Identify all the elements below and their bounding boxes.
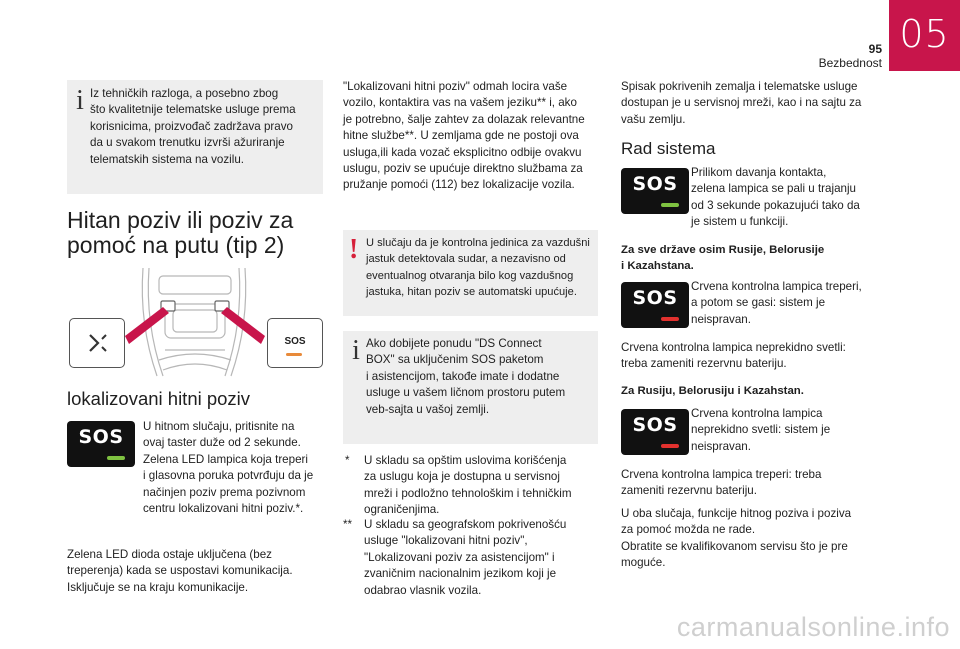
assistance-button [69,318,125,368]
red-led [661,317,679,321]
sos-button-led [286,353,302,356]
coverage-paragraph: Spisak pokrivenih zemalja i telematske usluge dostupan je u servisnoj mreži, kao i na sajtu za vašu zemlju. [621,80,862,126]
assistance-icon [70,319,124,367]
info-box-ds-connect [343,331,598,444]
sos-indicator-red [621,282,689,328]
led-paragraph: Zelena LED dioda ostaje uključena (bez treperenja) kada se uspostavi komunikacija. Isključuje se na kraju komunikacije. [67,548,293,594]
sos-indicator-red [621,409,689,455]
footnote-1: * U skladu sa opštim uslovima korišćenja za uslugu koja je dostupna u servisnoj mreži i podložno tehnološkim i tehničkim ograničenjima. [345,454,572,517]
sos-paragraph: U hitnom slučaju, pritisnite na ovaj taster duže od 2 sekunde. Zelena LED lampica koja treperi i glasovna poruka potvrđuju da je načinjen poziv prema pozivnom centru lokalizovani hitni poziv.*. [143,420,314,516]
section-heading-localized-call: lokalizovani hitni poziv [67,388,251,409]
green-led [661,203,679,207]
sos-button [267,318,323,368]
red-led [661,444,679,448]
info-box-text: Iz tehničkih razloga, a posebno zbog što kvalitetnije telematske usluge prema korisnicima, proizvođač zadržava pravo da u svakom trenutku izvrši ažuriranje telematskih sistema na vozilu. [90,87,296,166]
battery-note-1: Crvena kontrolna lampica neprekidno svetli: treba zameniti rezervnu bateriju. [621,341,846,371]
section-title: Bezbednost [818,56,882,70]
warning-text: U slučaju da je kontrolna jedinica za vazdušni jastuk detektovala sudar, a nezavisno od eventualnog otvaranja bilo kog vazdušnog jastuka, hitan poziv se automatski upućuje. [366,237,590,299]
operation-item-2: Crvena kontrolna lampica treperi, a potom se gasi: sistem je neispravan. [691,280,862,326]
info-icon: i [76,85,84,116]
sos-indicator-green [67,421,135,467]
operation-item-3: Crvena kontrolna lampica neprekidno svetli: sistem je neispravan. [691,407,831,453]
ds-connect-text: Ako dobijete ponudu "DS Connect BOX" sa uključenim SOS paketom i asistencijom, takođe imate i dodatne usluge u vašem ličnom prostoru putem veb-sajta u vašoj zemlji. [366,337,566,416]
footnote-1-mark: * [345,454,350,467]
info-icon: i [352,335,360,366]
localized-call-intro: "Lokalizovani hitni poziv" odmah locira vaše vozilo, kontaktira vas na vašem jeziku** i, ako je potrebno, šalje zahtev za dolazak relevantne hitne službe**. U zemljama gde ne postoji ova usluga,ili kada vozač eksplicitno odbije ovakvu uslugu, poziv se upućuje direktno službama za pružanje pomoći (112) bez lokalizacije vozila. [343,80,585,192]
green-led [107,456,125,460]
warning-box-airbag [343,230,598,316]
countries-note-2: Za Rusiju, Belorusiju i Kazahstan. [621,385,804,397]
footnote-2-mark: ** [343,518,353,531]
sos-label: SOS [632,287,678,309]
chapter-tab [889,0,960,71]
sos-button-label: SOS [284,336,306,347]
footnote-2: ** U skladu sa geografskom pokrivenošću usluge "lokalizovani hitni poziv", "Lokalizovani poziv za asistencijom" i zvaničnim nacionalnim jezikom koji je odabrao vlasnik vozila. [343,518,567,597]
info-box-telematics [67,80,323,194]
console-illustration [67,264,323,380]
service-note: U oba slučaja, funkcije hitnog poziva i poziva za pomoć možda ne rade. Obratite se kvalifikovanom servisu što je pre moguće. [621,507,852,570]
section-heading-operation: Rad sistema [621,139,716,158]
sos-indicator-green [621,168,689,214]
countries-note-1: Za sve države osim Rusije, Belorusije i Kazahstana. [621,244,825,272]
sos-label: SOS [632,173,678,195]
page-title: Hitan poziv ili poziv za pomoć na putu (tip 2) [67,207,294,258]
chapter-number: 05 [899,12,950,56]
watermark: carmanualsonline.info [676,612,950,642]
battery-note-2: Crvena kontrolna lampica treperi: treba zameniti rezervnu bateriju. [621,468,822,498]
page-number: 95 [868,42,882,56]
sos-label: SOS [632,414,678,436]
sos-label: SOS [78,426,124,448]
warning-icon: ! [349,234,359,265]
operation-item-1: Prilikom davanja kontakta, zelena lampica se pali u trajanju od 3 sekunde pokazujući tako da je sistem u funkciji. [691,166,860,229]
